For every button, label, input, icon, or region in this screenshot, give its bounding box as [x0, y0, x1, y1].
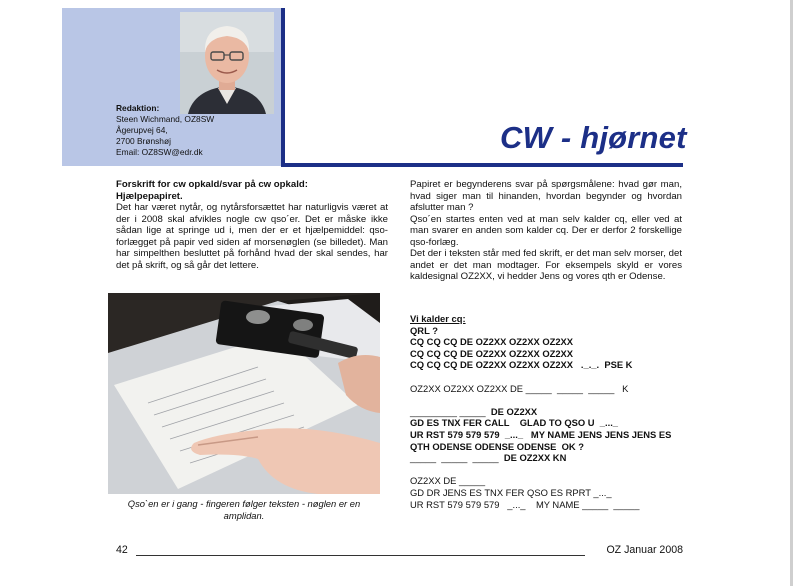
section-heading: Forskrift for cw opkald/svar på cw opkald: [116, 179, 308, 190]
editor-photo [180, 12, 274, 114]
page-footer [116, 544, 683, 560]
page-title: CW - hjørnet [500, 120, 687, 155]
received-blanks: _________ _____ [410, 405, 489, 417]
qso-line: UR RST 579 579 579 _..._ MY NAME _____ _____ [410, 498, 640, 510]
qso-line: UR RST 579 579 579 _..._ MY NAME JENS JENS JENS ES [410, 428, 672, 440]
qso-template [410, 313, 700, 510]
editor-city: 2700 Brønshøj [116, 136, 171, 146]
photo-caption: Qso`en er i gang - fingeren følger teksten - nøglen er en amplidan. [127, 498, 361, 521]
paragraph-3: Det der i teksten står med fed skrift, er det man selv morser, det andet er det man modtager. For eksempels skyld er vores kaldesignal OZ2XX, vi hedder Jens og vores qth er Odense. [410, 248, 682, 282]
qso-line [410, 383, 700, 395]
sent-text: DE OZ2XX [488, 405, 538, 417]
editor-contact [116, 103, 214, 158]
left-column [116, 179, 388, 271]
qso-line [410, 452, 700, 464]
editor-label: Redaktion: [116, 103, 160, 113]
magazine-issue: OZ Januar 2008 [606, 544, 683, 556]
editor-email: Email: OZ8SW@edr.dk [116, 147, 203, 157]
qso-line: OZ2XX DE _____ [410, 475, 486, 487]
qso-line: QTH ODENSE ODENSE ODENSE OK ? [410, 440, 584, 452]
morse-key-photo [108, 293, 380, 494]
qso-line: QRL ? [410, 324, 438, 336]
header-vertical-rule [281, 8, 285, 166]
page-number: 42 [116, 544, 128, 556]
editor-street: Ågerupvej 64, [116, 125, 168, 135]
right-column [410, 179, 682, 283]
editor-name: Steen Wichmand, OZ8SW [116, 114, 215, 124]
qso-line: CQ CQ CQ DE OZ2XX OZ2XX OZ2XX ._._. PSE K [410, 359, 633, 371]
qso-heading: Vi kalder cq: [410, 313, 466, 324]
qso-line: GD DR JENS ES TNX FER QSO ES RPRT _..._ [410, 486, 612, 498]
intro-paragraph: Det har været nytår, og nytårsforsættet har naturligvis været at der i 2008 skal afvikles nogle cw qso´er. Det er måske ikke sådan lige at springe ud i, men der er et hjælpemiddel: qso-forlægget på papir ved siden af morsenøglen (se billedet). Man har simpelthen besluttet på forhånd hvad der skal sendes, har det på skrift, og så går det lettere. [116, 202, 388, 271]
header-horizontal-rule [281, 163, 683, 167]
footer-rule [136, 555, 585, 556]
qso-line [410, 406, 700, 418]
paragraph-1: Papiret er begynderens svar på spørgsmålene: hvad gør man, hvad siger man til hinanden, hvordan begynder og hvordan afslutter man ? [410, 179, 682, 213]
qso-line: CQ CQ CQ DE OZ2XX OZ2XX OZ2XX [410, 347, 574, 359]
received-blanks: _____ _____ _____ K [523, 382, 629, 394]
sent-text: DE OZ2XX KN [501, 452, 567, 464]
qso-line: GD ES TNX FER CALL GLAD TO QSO U _..._ [410, 417, 619, 429]
section-subheading: Hjælpepapiret. [116, 190, 183, 202]
qso-line: CQ CQ CQ DE OZ2XX OZ2XX OZ2XX [410, 336, 574, 348]
received-blanks: _____ _____ _____ [410, 452, 502, 464]
paragraph-2: Qso´en startes enten ved at man selv kalder cq, eller ved at man svarer en anden som kalder cq. Der er derfor 2 forskellige qso-forlæg. [410, 213, 682, 248]
received-text: OZ2XX OZ2XX OZ2XX DE [410, 382, 524, 394]
